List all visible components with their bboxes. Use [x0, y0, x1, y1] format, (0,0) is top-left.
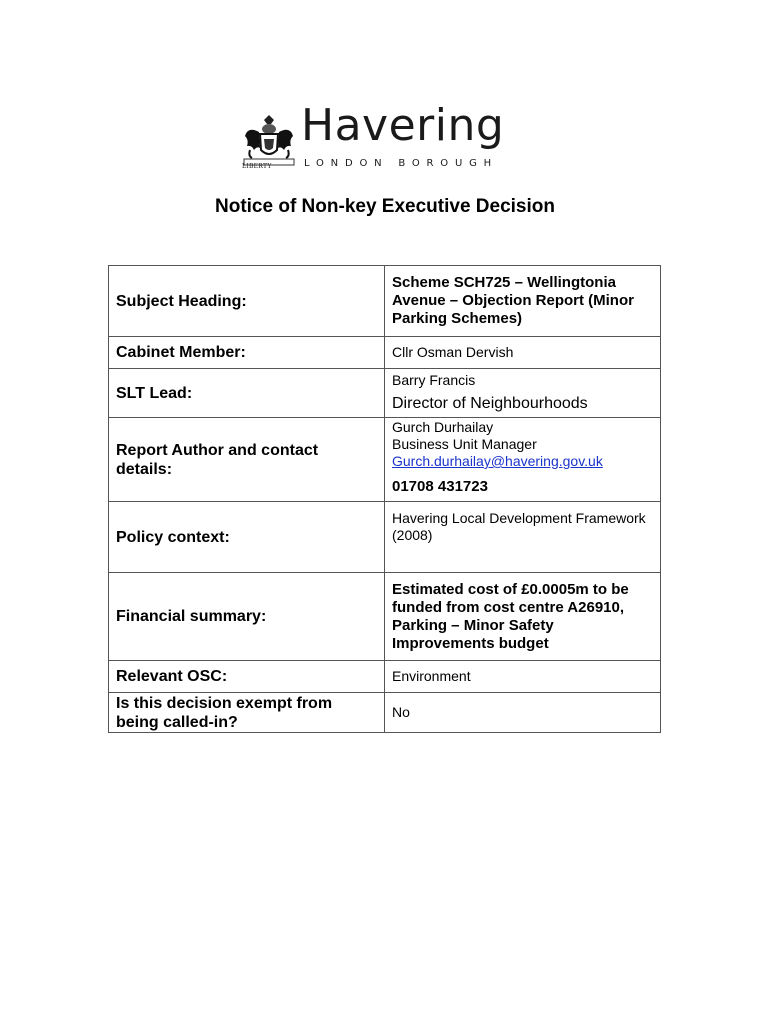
row-policy [109, 502, 661, 573]
value-exempt: No [385, 693, 661, 733]
page-title: Notice of Non-key Executive Decision [215, 196, 555, 217]
value-author [385, 418, 661, 502]
havering-logo [240, 100, 530, 174]
author-email-link[interactable]: Gurch.durhailay@havering.gov.uk [392, 453, 603, 469]
author-role: Business Unit Manager [392, 436, 537, 452]
label-policy: Policy context: [109, 502, 385, 573]
row-osc [109, 661, 661, 693]
row-financial [109, 573, 661, 661]
value-osc: Environment [385, 661, 661, 693]
logo-wordmark: Havering [301, 100, 505, 151]
author-name: Gurch Durhailay [392, 419, 494, 435]
row-slt [109, 369, 661, 418]
value-slt [385, 369, 661, 418]
logo-subtitle: LONDON BOROUGH [304, 158, 498, 169]
label-slt: SLT Lead: [109, 369, 385, 418]
label-osc: Relevant OSC: [109, 661, 385, 693]
row-cabinet [109, 337, 661, 369]
row-exempt [109, 693, 661, 733]
label-author: Report Author and contact details: [109, 418, 385, 502]
value-financial: Estimated cost of £0.0005m to be funded from cost centre A26910, Parking – Minor Safety Improvements budget [385, 573, 661, 661]
coat-of-arms-icon [240, 112, 298, 170]
label-cabinet: Cabinet Member: [109, 337, 385, 369]
value-subject: Scheme SCH725 – Wellingtonia Avenue – Objection Report (Minor Parking Schemes) [385, 266, 661, 337]
label-financial: Financial summary: [109, 573, 385, 661]
label-subject: Subject Heading: [109, 266, 385, 337]
slt-role: Director of Neighbourhoods [392, 395, 588, 412]
label-exempt: Is this decision exempt from being called-in? [109, 693, 385, 733]
logo-motto: LIBERTY [242, 163, 272, 170]
row-subject [109, 266, 661, 337]
slt-name: Barry Francis [392, 372, 476, 388]
value-cabinet: Cllr Osman Dervish [385, 337, 661, 369]
value-policy: Havering Local Development Framework (2008) [385, 502, 661, 573]
decision-table [108, 265, 661, 733]
author-phone: 01708 431723 [392, 478, 488, 495]
row-author [109, 418, 661, 502]
